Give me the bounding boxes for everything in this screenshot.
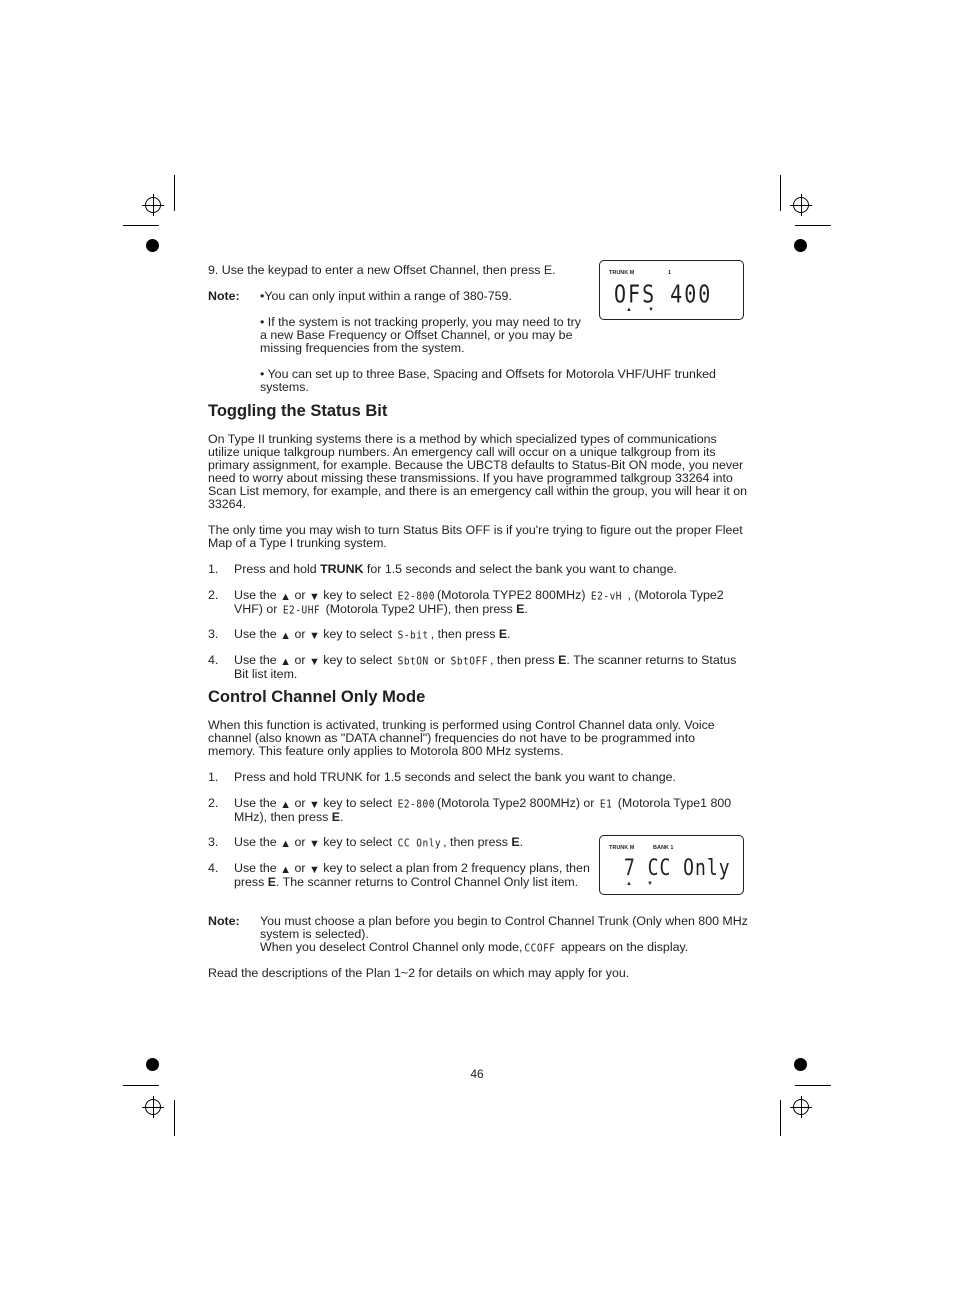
note-vhf-uhf: • You can set up to three Base, Spacing and Offsets for Motorola VHF/UHF trunked systems. bbox=[260, 367, 716, 394]
up-arrow-icon: ▲ bbox=[280, 591, 292, 603]
registration-mark-icon bbox=[793, 197, 809, 213]
step-number: 3. bbox=[208, 835, 219, 849]
lcd-label-bank: BANK 1 bbox=[653, 845, 674, 851]
registration-mark-icon bbox=[145, 197, 161, 213]
step-number: 1. bbox=[208, 562, 219, 576]
lcd-down-arrow-icon: ▼ bbox=[647, 881, 653, 887]
note-deselect: When you deselect Control Channel only mode, CCOFF appears on the display. bbox=[260, 940, 689, 955]
step-number: 2. bbox=[208, 588, 219, 602]
step-number: 3. bbox=[208, 627, 219, 641]
step-9: 9. Use the keypad to enter a new Offset Channel, then press E. bbox=[208, 263, 556, 277]
note-label: Note: bbox=[208, 289, 240, 303]
note-tracking: • If the system is not tracking properly, you may need to try a new Base Frequency or Offset Channel, or you may be missing frequencies from the system. bbox=[260, 315, 581, 355]
control-channel-step-1: Press and hold TRUNK for 1.5 seconds and select the bank you want to change. bbox=[234, 770, 676, 784]
crop-mark bbox=[780, 1100, 781, 1136]
down-arrow-icon: ▼ bbox=[308, 630, 320, 642]
control-channel-step-4: Use the ▲ or ▼ key to select a plan from 2 frequency plans, then press E. The scanner returns to Control Channel Only list item. bbox=[234, 861, 590, 889]
control-channel-step-2: Use the ▲ or ▼ key to select E2-800 (Motorola Type2 800MHz) or E1 (Motorola Type1 800 MHz), then press E. bbox=[234, 796, 732, 824]
down-arrow-icon: ▼ bbox=[308, 656, 320, 668]
up-arrow-icon: ▲ bbox=[280, 838, 292, 850]
crop-mark bbox=[174, 1100, 175, 1136]
section-heading-control-channel: Control Channel Only Mode bbox=[208, 688, 426, 706]
note-range: •You can only input within a range of 380-759. bbox=[260, 289, 512, 303]
page-number: 46 bbox=[470, 1067, 484, 1081]
down-arrow-icon: ▼ bbox=[308, 799, 320, 811]
status-bit-step-3: Use the ▲ or ▼ key to select S-bit , then press E. bbox=[234, 627, 511, 642]
control-channel-step-3: Use the ▲ or ▼ key to select CC Only , then press E. bbox=[234, 835, 524, 850]
up-arrow-icon: ▲ bbox=[280, 656, 292, 668]
lcd-text-sbt-on: SbtON bbox=[397, 655, 429, 668]
step-number: 1. bbox=[208, 770, 219, 784]
registration-mark-icon bbox=[793, 1099, 809, 1115]
lcd-text-e1: E1 bbox=[599, 798, 613, 811]
status-bit-paragraph-1: On Type II trunking systems there is a method by which specialized types of communications utilize unique talkgroup numbers. An emergency call will occur on a unique talkgroup from its primary assignment, for example. Because the UBCT8 defaults to Status-Bit ON mode, you never need to worry about missing these transmissions. If you have programmed talkgroup 33264 into Scan List memory, for example, and there is an emergency call within the group, you will hear it on 33264. bbox=[208, 432, 748, 511]
status-bit-step-2: Use the ▲ or ▼ key to select E2-800 (Motorola TYPE2 800MHz) E2-vH , (Motorola Type2 VHF) or E2-UHF (Motorola Type2 UHF), then press E. bbox=[234, 588, 724, 617]
plan-descriptions-paragraph: Read the descriptions of the Plan 1~2 for details on which may apply for you. bbox=[208, 966, 630, 980]
lcd-text-e2-vh: E2-vH bbox=[590, 590, 623, 603]
lcd-text-e2-uhf: E2-UHF bbox=[282, 604, 321, 617]
lcd-text-s-bit: S-bit bbox=[397, 629, 429, 642]
note-plan-required: You must choose a plan before you begin to Control Channel Trunk (Only when 800 MHz system is selected). bbox=[260, 914, 748, 941]
registration-dot-icon bbox=[794, 1058, 807, 1071]
lcd-text-cc-off: CCOFF bbox=[524, 942, 556, 955]
registration-dot-icon bbox=[794, 239, 807, 252]
up-arrow-icon: ▲ bbox=[280, 630, 292, 642]
up-arrow-icon: ▲ bbox=[280, 864, 292, 876]
crop-mark bbox=[123, 225, 159, 226]
lcd-display-cc-only bbox=[599, 835, 744, 895]
section-heading-status-bit: Toggling the Status Bit bbox=[208, 402, 388, 420]
lcd-text-e2-800: E2-800 bbox=[397, 798, 435, 811]
lcd-up-arrow-icon: ▲ bbox=[626, 881, 632, 887]
lcd-down-arrow-icon: ▼ bbox=[648, 307, 654, 313]
down-arrow-icon: ▼ bbox=[308, 591, 320, 603]
lcd-main-text: 7 CC Only bbox=[624, 854, 731, 881]
step-number: 4. bbox=[208, 861, 219, 875]
up-arrow-icon: ▲ bbox=[280, 799, 292, 811]
lcd-label-trunk: TRUNK M bbox=[609, 845, 635, 851]
registration-dot-icon bbox=[146, 1058, 159, 1071]
lcd-label-number: 1 bbox=[668, 270, 672, 276]
status-bit-paragraph-2: The only time you may wish to turn Status Bits OFF is if you're trying to figure out the proper Fleet Map of a Type I trunking system. bbox=[208, 523, 743, 550]
step-number: 2. bbox=[208, 796, 219, 810]
status-bit-step-1: Press and hold TRUNK for 1.5 seconds and select the bank you want to change. bbox=[234, 562, 677, 576]
lcd-main-text: OFS 400 bbox=[614, 278, 713, 309]
down-arrow-icon: ▼ bbox=[308, 838, 320, 850]
crop-mark bbox=[795, 1085, 831, 1086]
crop-mark bbox=[780, 175, 781, 211]
step-number: 4. bbox=[208, 653, 219, 667]
lcd-label-trunk: TRUNK M bbox=[609, 270, 635, 276]
registration-mark-icon bbox=[145, 1099, 161, 1115]
lcd-text-sbt-off: SbtOFF bbox=[450, 655, 488, 668]
lcd-display-offset bbox=[599, 260, 744, 320]
crop-mark bbox=[123, 1085, 159, 1086]
crop-mark bbox=[174, 175, 175, 211]
status-bit-step-4: Use the ▲ or ▼ key to select SbtON or SbtOFF , then press E. The scanner returns to Status Bit list item. bbox=[234, 653, 737, 681]
lcd-text-cc-only: CC Only bbox=[397, 837, 442, 850]
crop-mark bbox=[795, 225, 831, 226]
control-channel-paragraph: When this function is activated, trunking is performed using Control Channel data only. Voice channel (also known as "DATA channel") frequencies do not have to be programmed into memory. This feature only applies to Motorola 800 MHz systems. bbox=[208, 718, 715, 758]
registration-dot-icon bbox=[146, 239, 159, 252]
lcd-up-arrow-icon: ▲ bbox=[626, 307, 632, 313]
down-arrow-icon: ▼ bbox=[308, 864, 320, 876]
lcd-text-e2-800: E2-800 bbox=[397, 590, 435, 603]
note-label: Note: bbox=[208, 914, 240, 928]
